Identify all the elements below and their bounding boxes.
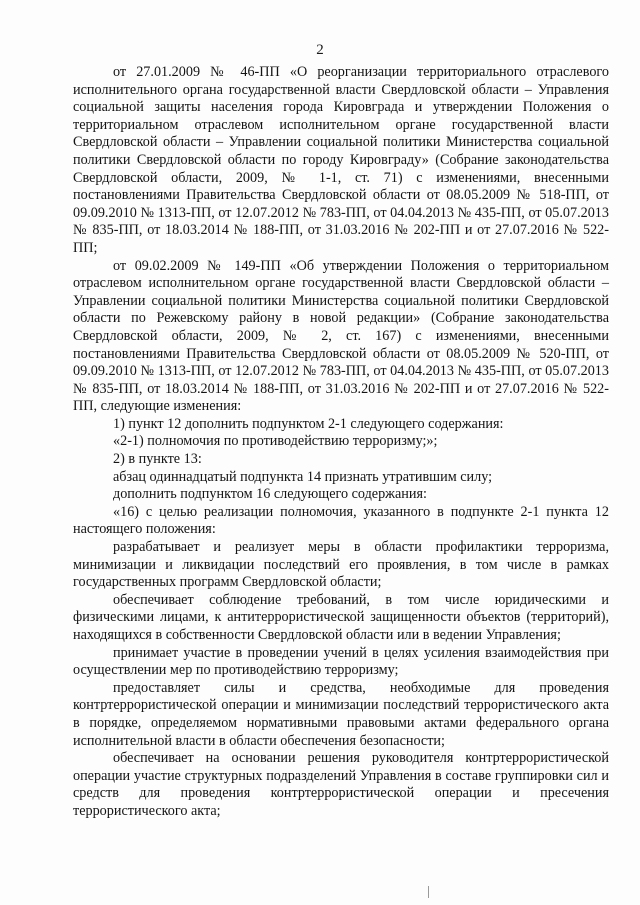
paragraph-subitem-16: «16) с целью реализации полномочия, указанного в подпункте 2-1 пункта 12 настоящего положения: (73, 503, 609, 538)
document-body (73, 64, 609, 821)
paragraph-subitem-2-1: «2-1) полномочия по противодействию терроризму;»; (113, 433, 438, 450)
scan-artifact-mark (428, 886, 429, 898)
paragraph-duty-protection: обеспечивает соблюдение требований, в том числе юридическими и физическими лицами, к антитеррористической защищенности объектов (территорий), находящихся в собственности Свердловской области или в ведении Управления; (73, 591, 609, 643)
paragraph-item-2: 2) в пункте 13: (113, 451, 202, 468)
paragraph-item-1: 1) пункт 12 дополнить подпунктом 2-1 следующего содержания: (113, 415, 504, 432)
paragraph-amendment-kirovgrad: от 27.01.2009 № 46-ПП «О реорганизации территориального отраслевого исполнительного органа государственной власти Свердловской области – Управления социальной защиты населения города Кировграда и утверждении Положения о территориальном отраслевом исполнительном органе государственной власти Свердловской области – Управлении социальной политики Министерства социальной политики Свердловской области по городу Кировграду» (Собрание законодательства Свердловской области, 2009, № 1-1, ст. 71) с изменениями, внесенными постановлениями Правительства Свердловской области от 08.05.2009 № 518-ПП, от 09.09.2010 № 1313-ПП, от 12.07.2012 № 783-ПП, от 04.04.2013 № 435-ПП, от 05.07.2013 № 835-ПП, от 18.03.2014 № 188-ПП, от 31.03.2016 № 202-ПП и от 27.07.2016 № 522-ПП; (73, 64, 609, 256)
paragraph-add-subitem-16: дополнить подпунктом 16 следующего содержания: (113, 486, 427, 503)
paragraph-duty-participation: обеспечивает на основании решения руководителя контртеррористической операции участие структурных подразделений Управления в составе группировки сил и средств для проведения контртеррористической операции и пресечения террористического акта; (73, 750, 609, 819)
paragraph-duty-prevention: разрабатывает и реализует меры в области профилактики терроризма, минимизации и ликвидации последствий его проявления, в том числе в рамках государственных программ Свердловской области; (73, 539, 609, 591)
paragraph-repeal-clause: абзац одиннадцатый подпункта 14 признать утратившим силу; (113, 468, 493, 485)
paragraph-duty-forces: предоставляет силы и средства, необходимые для проведения контртеррористической операции и минимизации последствий террористического акта в порядке, определяемом нормативными правовыми актами федерального органа исполнительной власти в области обеспечения безопасности; (73, 679, 609, 749)
page-number: 2 (316, 42, 324, 58)
paragraph-amendment-rezh: от 09.02.2009 № 149-ПП «Об утверждении Положения о территориальном отраслевом исполнительном органе государственной власти Свердловской области – Управлении социальной политики Министерства социальной политики Свердловской области по Режевскому району в новой редакции» (Собрание законодательства Свердловской области, 2009, № 2, ст. 167) с изменениями, внесенными постановлениями Правительства Свердловской области от 08.05.2009 № 520-ПП, от 09.09.2010 № 1313-ПП, от 12.07.2012 № 783-ПП, от 04.04.2013 № 435-ПП, от 05.07.2013 № 835-ПП, от 18.03.2014 № 188-ПП, от 31.03.2016 № 202-ПП и от 27.07.2016 № 522-ПП, следующие изменения: (73, 257, 609, 415)
paragraph-duty-exercises: принимает участие в проведении учений в целях усиления взаимодействия при осуществлении мер по противодействию терроризму; (73, 644, 609, 679)
